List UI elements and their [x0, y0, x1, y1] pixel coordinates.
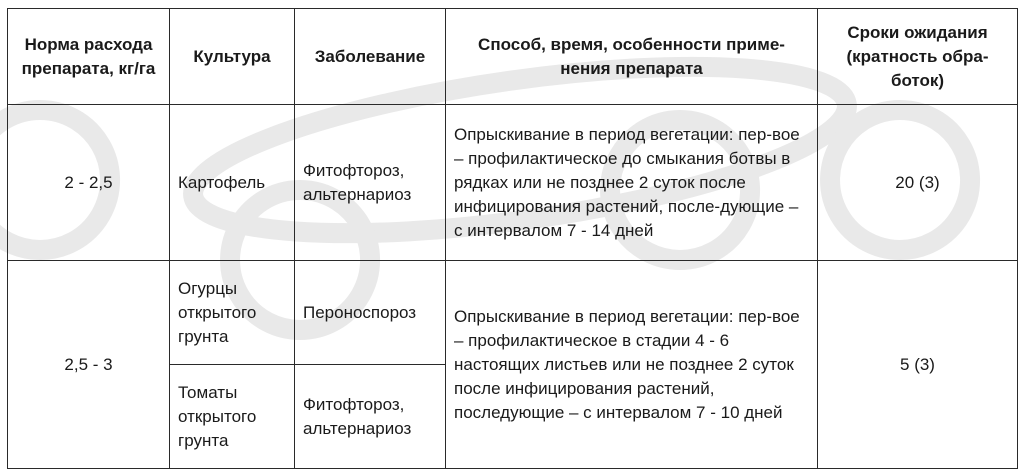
cell-disease: Пероноспороз — [295, 261, 446, 365]
cell-rate: 2,5 - 3 — [8, 261, 170, 469]
header-method: Способ, время, особенности приме-нения препарата — [446, 9, 818, 105]
cell-crop: Огурцы открытого грунта — [170, 261, 295, 365]
header-crop: Культура — [170, 9, 295, 105]
header-rate: Норма расхода препарата, кг/га — [8, 9, 170, 105]
pesticide-table — [7, 8, 1018, 469]
cell-crop: Картофель — [170, 105, 295, 261]
cell-wait: 5 (3) — [818, 261, 1018, 469]
cell-wait: 20 (3) — [818, 105, 1018, 261]
header-wait: Сроки ожидания (кратность обра-боток) — [818, 9, 1018, 105]
cell-method: Опрыскивание в период вегетации: пер-вое – профилактическое до смыкания ботвы в рядках или не позднее 2 суток после инфицирования растений, после-дующие – с интервалом 7 - 14 дней — [446, 105, 818, 261]
table-row — [8, 261, 1018, 365]
cell-crop: Томаты открытого грунта — [170, 365, 295, 469]
table-header-row — [8, 9, 1018, 105]
table-row — [8, 105, 1018, 261]
cell-rate: 2 - 2,5 — [8, 105, 170, 261]
cell-method: Опрыскивание в период вегетации: пер-вое – профилактическое в стадии 4 - 6 настоящих листьев или не позднее 2 суток после инфицирования растений, последующие – с интервалом 7 - 10 дней — [446, 261, 818, 469]
cell-disease: Фитофтороз, альтернариоз — [295, 105, 446, 261]
cell-disease: Фитофтороз, альтернариоз — [295, 365, 446, 469]
header-disease: Заболевание — [295, 9, 446, 105]
